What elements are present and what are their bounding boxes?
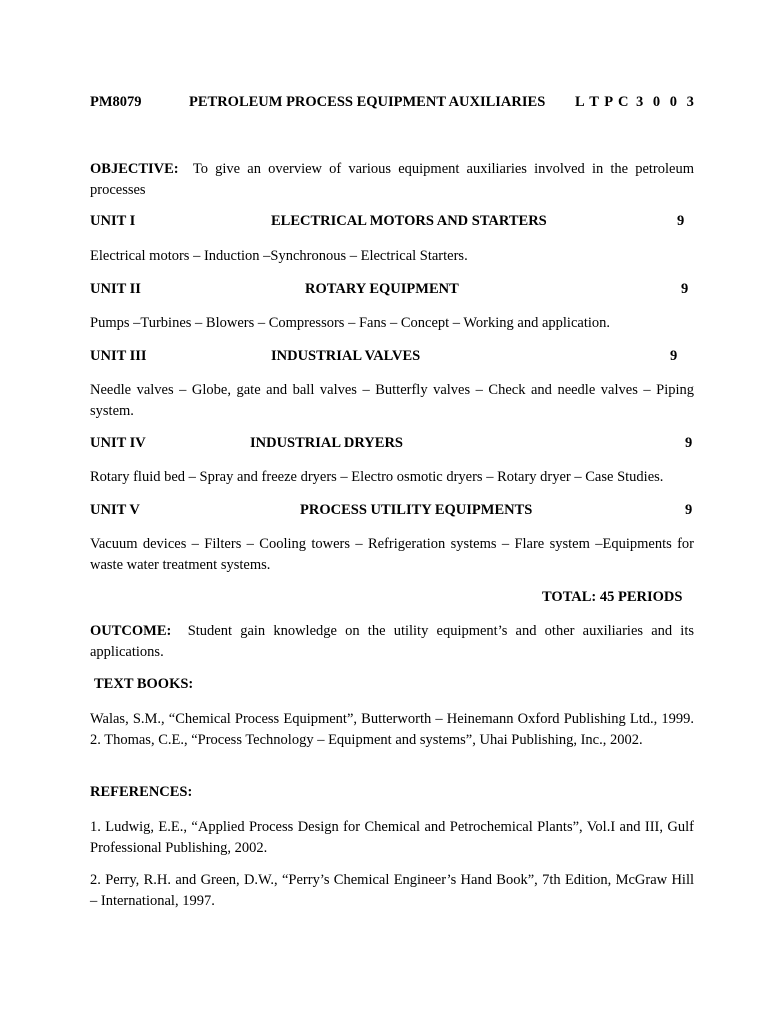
unit-4-content: Rotary fluid bed – Spray and freeze dryers – Electro osmotic dryers – Rotary dryer – Case Studies. — [90, 469, 664, 485]
reference-item: 1. Ludwig, E.E., “Applied Process Design for Chemical and Petrochemical Plants”, Vol.I and III, Gulf Professional Publishing, 2002. — [90, 819, 694, 856]
unit-5-hours: 9 — [685, 502, 693, 518]
ltpc-values: 3 0 0 3 — [636, 94, 697, 110]
unit-2-hours: 9 — [681, 281, 689, 297]
unit-3-hours: 9 — [670, 348, 678, 364]
objective-label: OBJECTIVE: — [90, 161, 179, 177]
outcome-label: OUTCOME: — [90, 623, 172, 639]
total-periods: TOTAL: 45 PERIODS — [542, 589, 683, 605]
unit-3-label: UNIT III — [90, 348, 147, 364]
outcome-paragraph — [90, 621, 694, 662]
unit-1-label: UNIT I — [90, 213, 136, 229]
unit-3-content: Needle valves – Globe, gate and ball valves – Butterfly valves – Check and needle valves – Piping system. — [90, 382, 694, 419]
unit-5-title: PROCESS UTILITY EQUIPMENTS — [300, 502, 533, 518]
unit-1-title: ELECTRICAL MOTORS AND STARTERS — [271, 213, 547, 229]
ltpc-label: L T P C — [575, 94, 630, 110]
unit-1-hours: 9 — [677, 213, 685, 229]
textbooks-heading: TEXT BOOKS: — [94, 676, 194, 692]
unit-3-title: INDUSTRIAL VALVES — [271, 348, 421, 364]
unit-5-content: Vacuum devices – Filters – Cooling towers – Refrigeration systems – Flare system –Equipments for waste water treatment systems. — [90, 536, 694, 573]
unit-1-content: Electrical motors – Induction –Synchronous – Electrical Starters. — [90, 248, 468, 264]
unit-2-content: Pumps –Turbines – Blowers – Compressors – Fans – Concept – Working and application. — [90, 315, 611, 331]
objective-text: To give an overview of various equipment auxiliaries involved in the petroleum processes — [90, 161, 694, 198]
objective-paragraph — [90, 159, 694, 200]
unit-2-label: UNIT II — [90, 281, 141, 297]
unit-4-hours: 9 — [685, 435, 693, 451]
unit-4-title: INDUSTRIAL DRYERS — [250, 435, 403, 451]
course-title: PETROLEUM PROCESS EQUIPMENT AUXILIARIES — [189, 94, 546, 110]
unit-2-title: ROTARY EQUIPMENT — [305, 281, 459, 297]
unit-5-label: UNIT V — [90, 502, 140, 518]
unit-4-label: UNIT IV — [90, 435, 146, 451]
outcome-text: Student gain knowledge on the utility equipment’s and other auxiliaries and its applications. — [90, 623, 695, 660]
textbooks-content: Walas, S.M., “Chemical Process Equipment”, Butterworth – Heinemann Oxford Publishing Ltd., 1999. 2. Thomas, C.E., “Process Technology – Equipment and systems”, Uhai Publishing, Inc., 2002. — [90, 711, 694, 748]
references-heading: REFERENCES: — [90, 784, 193, 800]
course-code: PM8079 — [90, 94, 142, 110]
reference-item: 2. Perry, R.H. and Green, D.W., “Perry’s Chemical Engineer’s Hand Book”, 7th Edition, McGraw Hill – International, 1997. — [90, 872, 694, 909]
